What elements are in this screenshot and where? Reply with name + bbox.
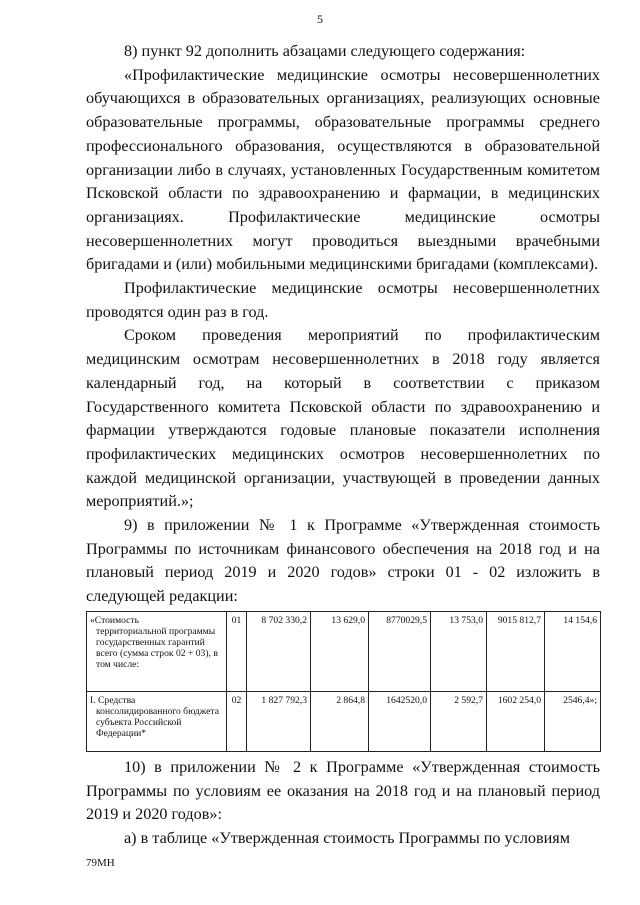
table-cell-name: «Стоимость территориальной программы государственных гарантий всего (сумма строк 02 + 03), в том числе: [87,611,227,691]
paragraph-quote-start: «Профилактические медицинские осмотры несовершеннолетних обучающихся в образовательных организациях, реализующих основные образовательные программы, образовательные программы среднего профессионального образования, осуществляются в образовательной организации либо в случаях, установленных Государственным комитетом Псковской области по здравоохранению и фармации, в медицинских организациях. Профилактические медицинские осмотры несовершеннолетних могут проводиться выездными врачебными бригадами и (или) мобильными медицинскими бригадами (комплексами). [86,65,600,274]
paragraph-item-8: 8) пункт 92 дополнить абзацами следующего содержания: [124,42,526,60]
table-cell-value: 2546,4»; [545,691,601,751]
table-cell-value: 13 629,0 [311,611,369,691]
paragraph-item-10: 10) в приложении № 2 к Программе «Утвержденная стоимость Программы по условиям ее оказания на 2018 год и на плановый период 2019 и 2020 годов»: [86,757,600,824]
document-code: 79МН [86,857,115,869]
paragraph-subitem-a: а) в таблице «Утвержденная стоимость Программы по условиям [124,828,570,847]
page-number: 5 [317,12,323,26]
table-cell-name: I. Средства консолидированного бюджета субъекта Российской Федерации* [87,691,227,751]
table-cell-value: 1642520,0 [369,691,431,751]
table-cell-value: 2 864,8 [311,691,369,751]
paragraph-frequency: Профилактические медицинские осмотры несовершеннолетних проводятся один раз в год. [86,279,600,321]
table-row [87,611,601,691]
paragraph-item-9: 9) в приложении № 1 к Программе «Утвержденная стоимость Программы по источникам финансового обеспечения на 2018 год и на плановый период 2019 и 2020 годов» строки 01 - 02 изложить в следующей редакции: [86,516,600,606]
table-cell-value: 8 702 330,2 [247,611,311,691]
document-body [86,40,600,851]
table-cell-value: 8770029,5 [369,611,431,691]
table-cell-value: 9015 812,7 [487,611,545,691]
cost-table [86,611,601,752]
table-cell-value: 1602 254,0 [487,691,545,751]
table-cell-code: 01 [227,611,247,691]
table-cell-code: 02 [227,691,247,751]
paragraph-deadline: Сроком проведения мероприятий по профилактическим медицинским осмотрам несовершеннолетних в 2018 году является календарный год, на который в соответствии с приказом Государственного комитета Псковской области по здравоохранению и фармации утверждаются годовые плановые показатели исполнения профилактических медицинских осмотров несовершеннолетних по каждой медицинской организации, участвующей в проведении данных мероприятий.»; [86,326,600,511]
table-cell-value: 13 753,0 [431,611,487,691]
table-cell-value: 2 592,7 [431,691,487,751]
table-cell-value: 14 154,6 [545,611,601,691]
table-row [87,691,601,751]
table-cell-value: 1 827 792,3 [247,691,311,751]
